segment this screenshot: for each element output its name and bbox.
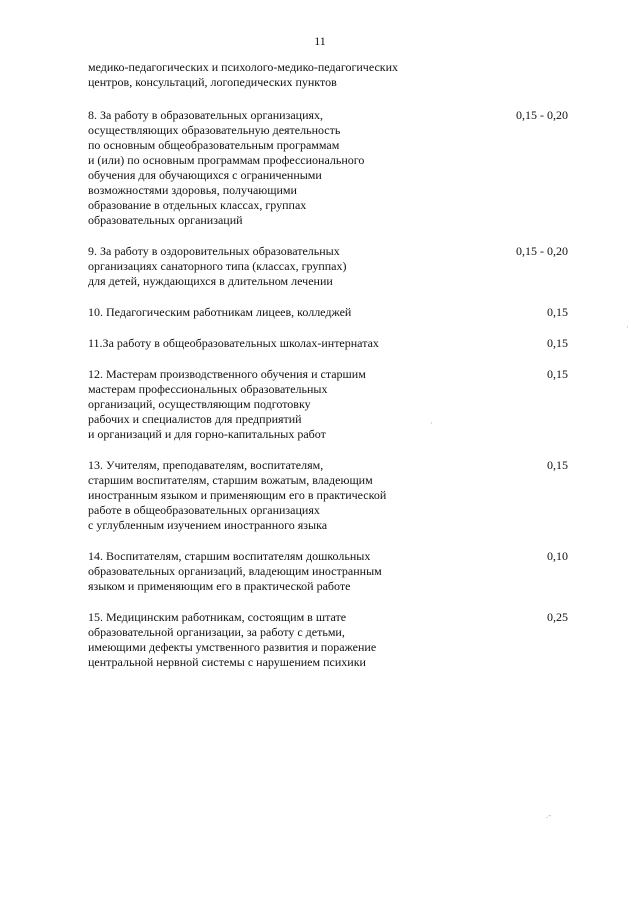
item-line: образовательных организаций, владеющим иностранным <box>88 564 382 578</box>
list-item-10 <box>88 305 568 320</box>
list-item-14 <box>88 549 568 594</box>
item-text <box>88 458 468 533</box>
item-line: с углубленным изучением иностранного языка <box>88 518 328 532</box>
item-coefficient: 0,10 <box>547 549 568 563</box>
item-line: работе в общеобразовательных организациях <box>88 503 320 517</box>
item-text <box>88 108 468 228</box>
item-coefficient: 0,15 <box>547 336 568 350</box>
item-line: образовательной организации, за работу с детьми, <box>88 625 345 639</box>
list-item-13 <box>88 458 568 533</box>
item-line: обучения для обучающихся с ограниченными <box>88 168 322 182</box>
page-number: 11 <box>314 34 326 48</box>
item-line: старшим воспитателям, старшим вожатым, владеющим <box>88 473 373 487</box>
item-line: 10. Педагогическим работникам лицеев, колледжей <box>88 305 352 319</box>
item-text <box>88 244 468 289</box>
item-line: 15. Медицинским работникам, состоящим в штате <box>88 610 347 624</box>
item-line: 14. Воспитателям, старшим воспитателям дошкольных <box>88 549 371 563</box>
item-line: образование в отдельных классах, группах <box>88 198 307 212</box>
item-line: 11.За работу в общеобразовательных школах-интернатах <box>88 336 379 350</box>
item-coefficient: 0,25 <box>547 610 568 624</box>
item-text <box>88 305 468 320</box>
item-line: возможностями здоровья, получающими <box>88 183 297 197</box>
item-text <box>88 336 468 351</box>
list-item-12 <box>88 367 568 442</box>
intro-paragraph <box>88 60 568 90</box>
item-line: мастерам профессиональных образовательных <box>88 382 328 396</box>
list-item-15 <box>88 610 568 670</box>
list-item-11 <box>88 336 568 351</box>
intro-line: медико-педагогических и психолого-медико-педагогических <box>88 60 399 74</box>
scan-speck: · <box>430 418 433 428</box>
item-line: для детей, нуждающихся в длительном лечении <box>88 274 333 288</box>
item-coefficient: 0,15 <box>547 305 568 319</box>
scan-speck: · <box>626 322 629 332</box>
item-coefficient: 0,15 <box>547 367 568 381</box>
list-item-8 <box>88 108 568 228</box>
item-coefficient: 0,15 <box>547 458 568 472</box>
item-text <box>88 367 468 442</box>
item-line: центральной нервной системы с нарушением психики <box>88 655 366 669</box>
item-line: осуществляющих образовательную деятельность <box>88 123 341 137</box>
list-item-9 <box>88 244 568 289</box>
item-line: 13. Учителям, преподавателям, воспитателям, <box>88 458 324 472</box>
document-body <box>88 60 568 686</box>
item-line: языком и применяющим его в практической работе <box>88 579 351 593</box>
item-line: образовательных организаций <box>88 213 243 227</box>
item-line: по основным общеобразовательным программам <box>88 138 340 152</box>
item-line: организациях санаторного типа (классах, группах) <box>88 259 347 273</box>
item-text <box>88 610 468 670</box>
item-line: 9. За работу в оздоровительных образовательных <box>88 244 340 258</box>
item-line: и организаций и для горно-капитальных работ <box>88 427 326 441</box>
item-line: имеющими дефекты умственного развития и поражение <box>88 640 377 654</box>
item-coefficient: 0,15 - 0,20 <box>516 108 568 122</box>
item-line: 12. Мастерам производственного обучения и старшим <box>88 367 366 381</box>
item-text <box>88 549 468 594</box>
item-coefficient: 0,15 - 0,20 <box>516 244 568 258</box>
item-line: 8. За работу в образовательных организациях, <box>88 108 324 122</box>
scan-speck: .- <box>546 810 552 820</box>
intro-line: центров, консультаций, логопедических пунктов <box>88 75 337 89</box>
item-line: рабочих и специалистов для предприятий <box>88 412 302 426</box>
item-line: и (или) по основным программам профессионального <box>88 153 365 167</box>
item-line: организаций, осуществляющим подготовку <box>88 397 311 411</box>
item-line: иностранным языком и применяющим его в практической <box>88 488 387 502</box>
